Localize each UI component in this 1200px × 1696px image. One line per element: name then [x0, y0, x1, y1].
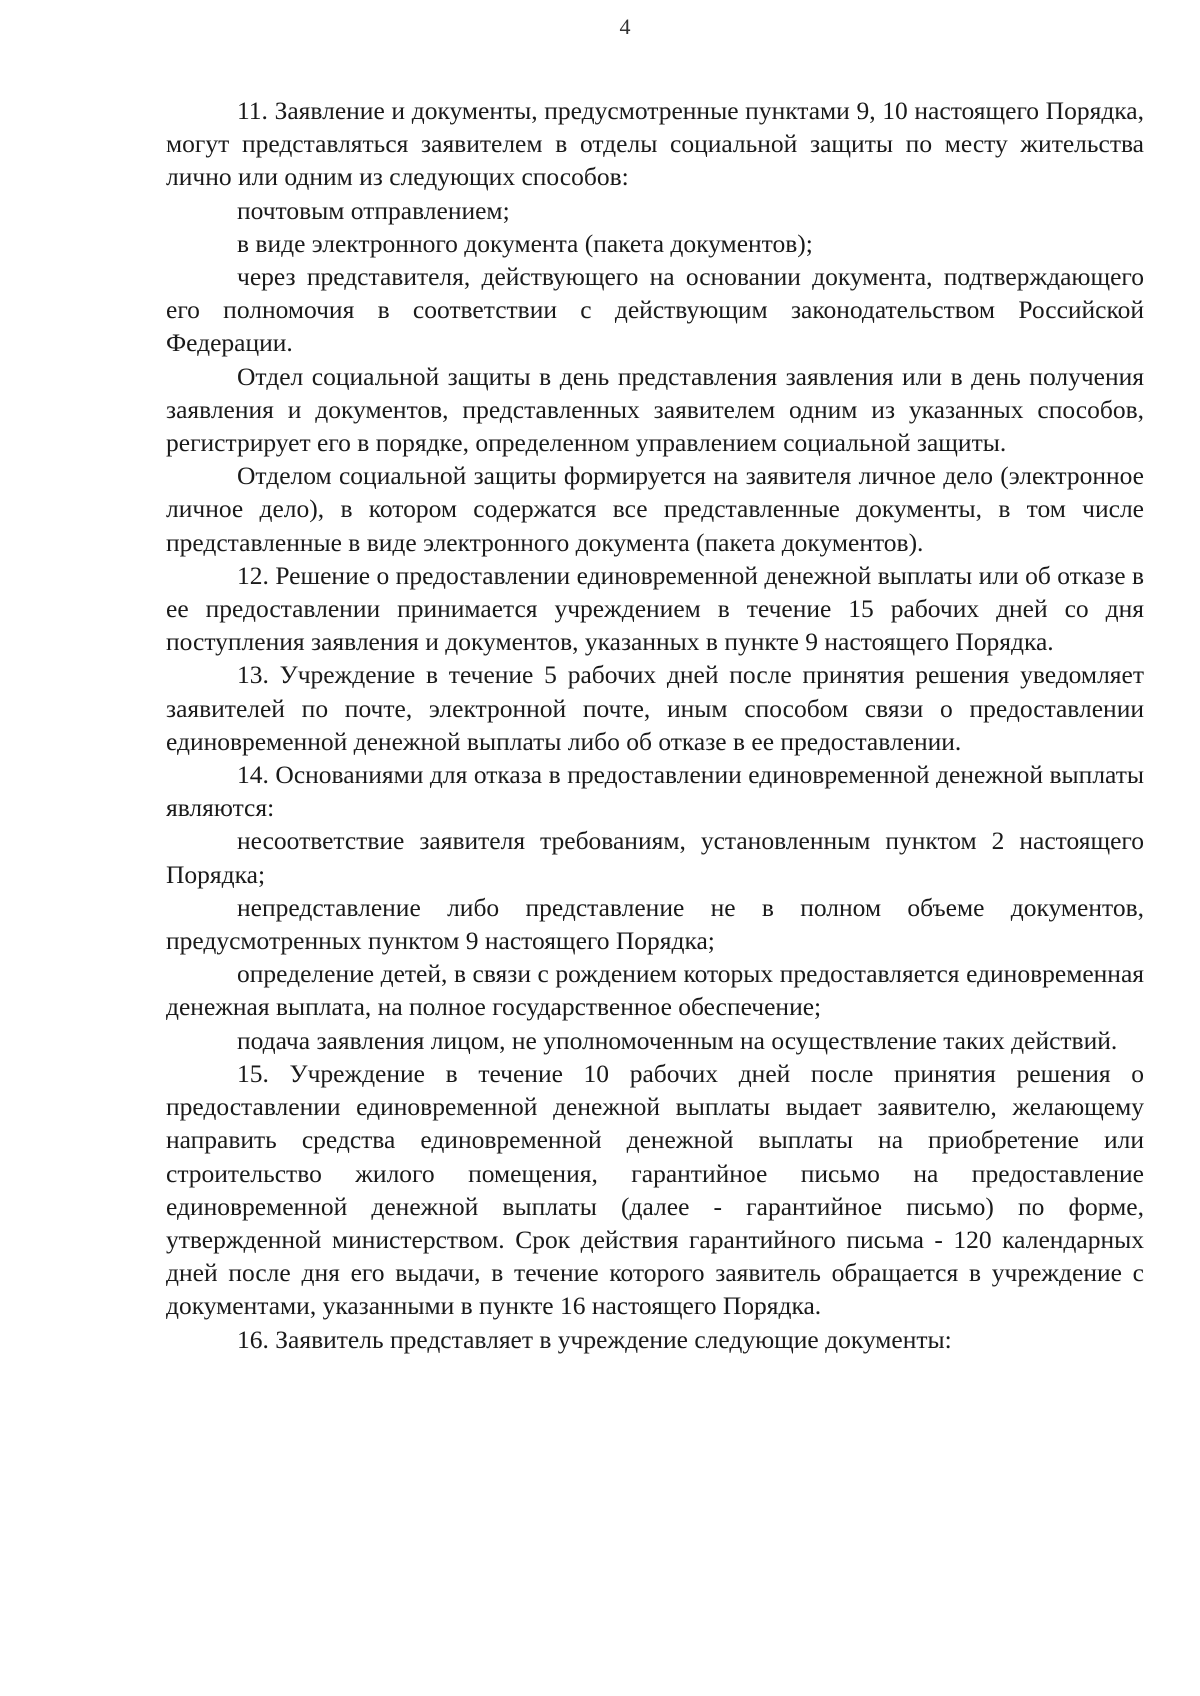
page-number: 4: [619, 14, 631, 39]
paragraph-11: 11. Заявление и документы, предусмотренные пунктами 9, 10 настоящего Порядка, могут представляться заявителем в отделы социальной защиты по месту жительства лично или одним из следующих способов:: [166, 96, 1144, 192]
paragraph-refusal-state-support: определение детей, в связи с рождением которых предоставляется единовременная денежная выплата, на полное государственное обеспечение;: [166, 959, 1144, 1022]
paragraph-15: 15. Учреждение в течение 10 рабочих дней после принятия решения о предоставлении единовременной денежной выплаты выдает заявителю, желающему направить средства единовременной денежной выплаты на приобретение или строительство жилого помещения, гарантийное письмо на предоставление единовременной денежной выплаты (далее - гарантийное письмо) по форме, утвержденной министерством. Срок действия гарантийного письма - 120 календарных дней после дня его выдачи, в течение которого заявитель обращается в учреждение с документами, указанными в пункте 16 настоящего Порядка.: [166, 1058, 1144, 1321]
paragraph-refusal-incomplete-documents: непредставление либо представление не в полном объеме документов, предусмотренных пунктом 9 настоящего Порядка;: [166, 892, 1144, 956]
document-body: [166, 94, 1144, 1356]
paragraph-refusal-unauthorized: подача заявления лицом, не уполномоченным на осуществление таких действий.: [237, 1025, 1118, 1055]
paragraph-12: 12. Решение о предоставлении единовременной денежной выплаты или об отказе в ее предоставлении принимается учреждением в течение 15 рабочих дней со дня поступления заявления и документов, указанных в пункте 9 настоящего Порядка.: [166, 560, 1144, 657]
paragraph-16: 16. Заявитель представляет в учреждение следующие документы:: [237, 1324, 952, 1354]
paragraph-representative: через представителя, действующего на основании документа, подтверждающего его полномочия в соответствии с действующим законодательством Российской Федерации.: [166, 262, 1144, 358]
paragraph-personal-file: Отделом социальной защиты формируется на заявителя личное дело (электронное личное дело), в котором содержатся все представленные документы, в том числе представленные в виде электронного документа (пакета документов).: [166, 461, 1144, 557]
paragraph-14: 14. Основаниями для отказа в предоставлении единовременной денежной выплаты являются:: [166, 760, 1144, 823]
paragraph-13: 13. Учреждение в течение 5 рабочих дней после принятия решения уведомляет заявителей по почте, электронной почте, иным способом связи о предоставлении единовременной денежной выплаты либо об отказе в ее предоставлении.: [166, 660, 1144, 756]
paragraph-registration: Отдел социальной защиты в день представления заявления или в день получения заявления и документов, представленных заявителем одним из указанных способов, регистрирует его в порядке, определенном управлением социальной защиты.: [166, 361, 1144, 458]
paragraph-electronic-document: в виде электронного документа (пакета документов);: [237, 228, 813, 258]
paragraph-refusal-nonconformity: несоответствие заявителя требованиям, установленным пунктом 2 настоящего Порядка;: [166, 826, 1144, 889]
paragraph-postal-delivery: почтовым отправлением;: [237, 195, 510, 225]
